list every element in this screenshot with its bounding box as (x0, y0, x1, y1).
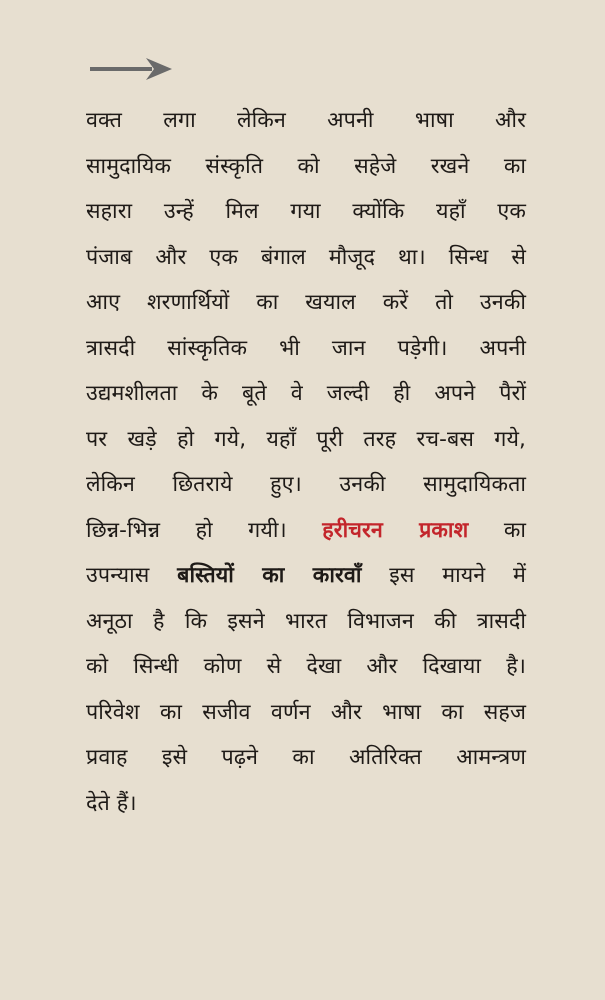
text-line: परिवेश का सजीव वर्णन और भाषा का सहज (86, 699, 526, 725)
text-line: वक्त लगा लेकिन अपनी भाषा और (86, 108, 526, 133)
right-arrow-icon (90, 58, 172, 80)
text-line: को सिन्धी कोण से देखा और दिखाया है। (86, 654, 526, 679)
text-line: उद्यमशीलता के बूते वे जल्दी ही अपने पैरों (86, 381, 526, 406)
text-line: सहारा उन्हें मिल गया क्योंकि यहाँ एक (86, 199, 526, 224)
author-name: हरीचरन प्रकाश (322, 517, 469, 543)
text-line: लेकिन छितराये हुए। उनकी सामुदायिकता (86, 472, 526, 497)
text-line: प्रवाह इसे पढ़ने का अतिरिक्त आमन्त्रण (86, 745, 526, 770)
blurb-paragraph (86, 98, 526, 826)
text-segment: उपन्यास (86, 563, 150, 588)
text-line: अनूठा है कि इसने भारत विभाजन की त्रासदी (86, 608, 526, 634)
text-line: त्रासदी सांस्कृतिक भी जान पड़ेगी। अपनी (86, 335, 526, 361)
text-segment: का (503, 517, 526, 543)
text-line: आए शरणार्थियों का खयाल करें तो उनकी (86, 290, 526, 315)
text-line: सामुदायिक संस्कृति को सहेजे रखने का (86, 153, 526, 179)
text-line: पंजाब और एक बंगाल मौजूद था। सिन्ध से (86, 244, 526, 270)
text-line (86, 553, 526, 599)
book-title: बस्तियों का कारवाँ (177, 563, 362, 588)
text-line (86, 508, 526, 554)
text-segment: छिन्न-भिन्न हो गयी। (86, 517, 287, 543)
text-segment: इस मायने में (389, 563, 526, 588)
text-line: पर खड़े हो गये, यहाँ पूरी तरह रच-बस गये, (86, 426, 526, 452)
text-line: देते हैं। (86, 790, 137, 816)
